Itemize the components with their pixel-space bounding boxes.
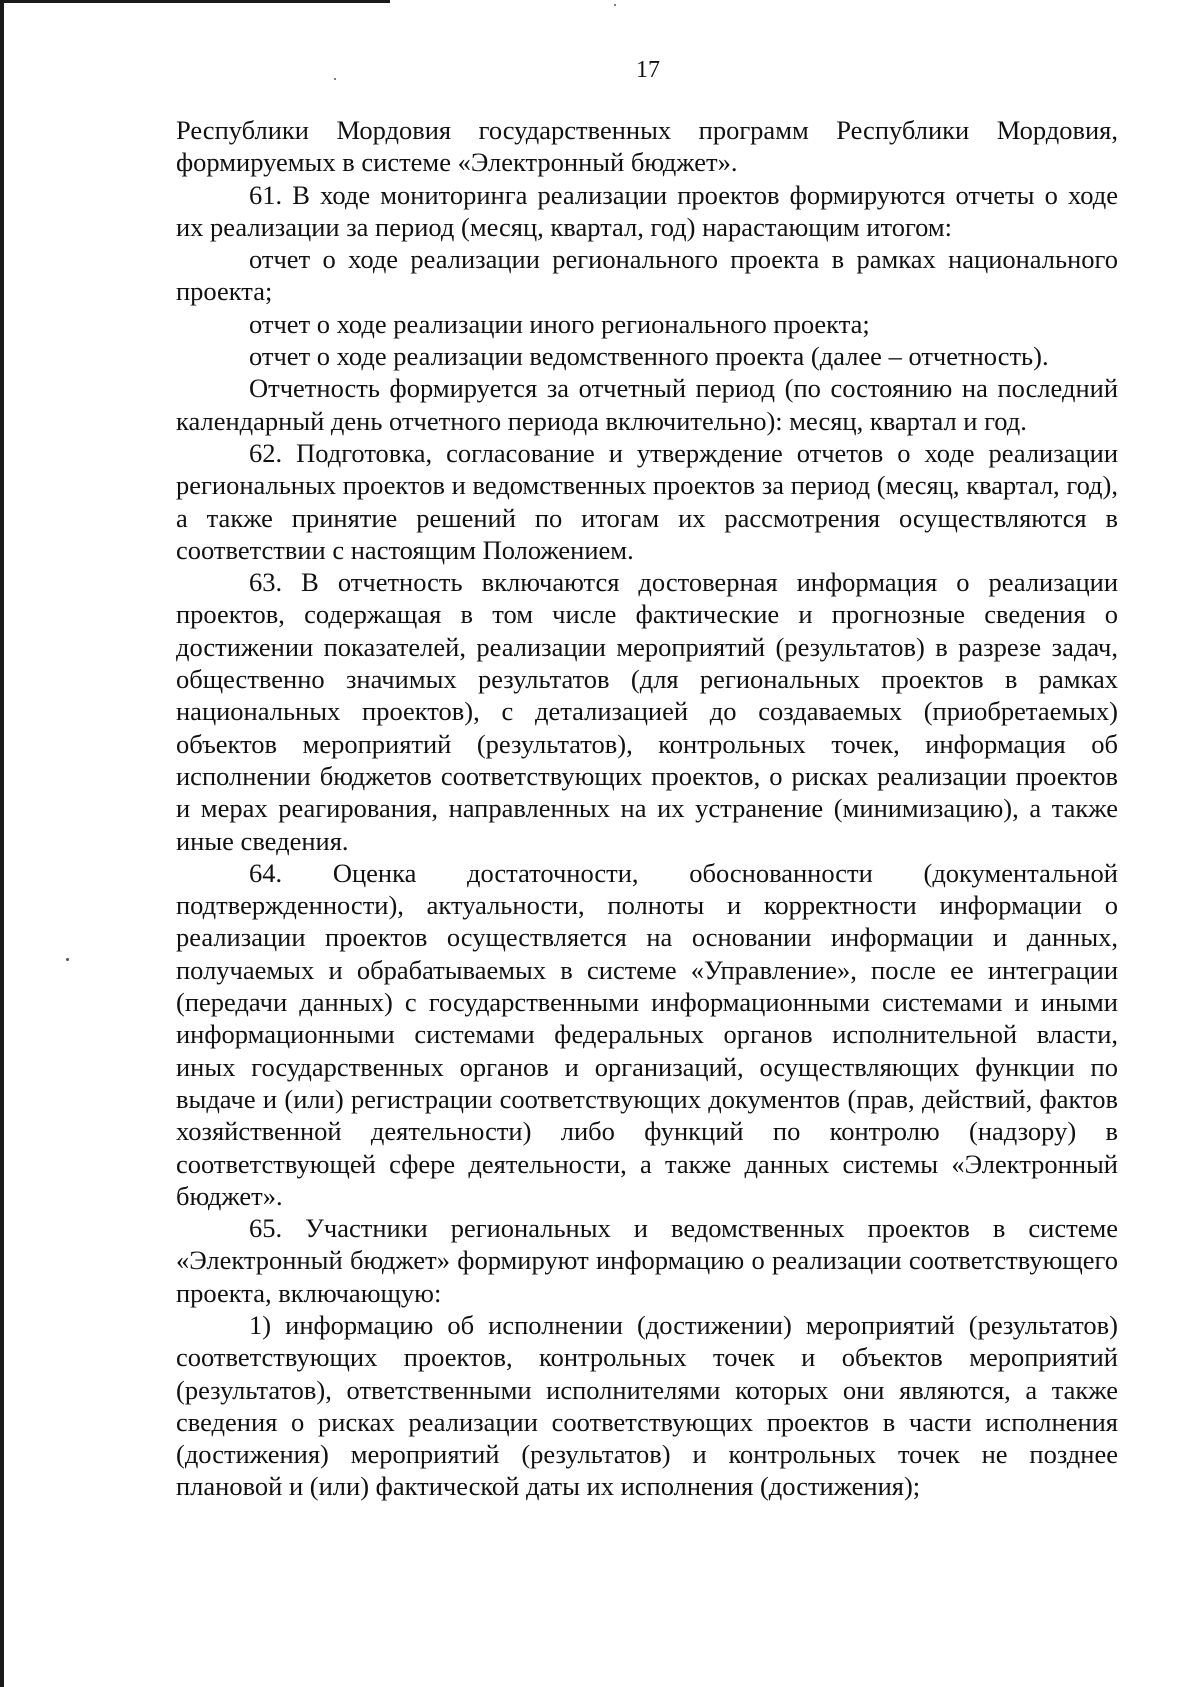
paragraph-report-departmental: отчет о ходе реализации ведомственного проекта (далее – отчетность). <box>249 341 1049 372</box>
paragraph-61: 61. В ходе мониторинга реализации проектов формируются отчеты о ходе их реализации за период (месяц, квартал, год) нарастающим итогом: <box>176 179 1118 242</box>
paragraph-62: 62. Подготовка, согласование и утверждение отчетов о ходе реализации региональных проектов и ведомственных проектов за период (месяц, квартал, год), а также принятие решений по итогам их рассмотрения осуществляются в соответствии с настоящим Положением. <box>176 437 1118 565</box>
paragraph-reporting-period: Отчетность формируется за отчетный период (по состоянию на последний календарный день отчетного периода включительно): месяц, квартал и год. <box>176 373 1118 436</box>
paragraph-report-other-regional: отчет о ходе реализации иного регионального проекта; <box>249 308 870 339</box>
paragraph-65: 65. Участники региональных и ведомственных проектов в системе «Электронный бюджет» формируют информацию о реализации соответствующего проекта, включающую: <box>176 1213 1118 1308</box>
scan-speck <box>66 958 69 961</box>
paragraph-report-regional-national: отчет о ходе реализации регионального проекта в рамках национального проекта; <box>176 244 1118 307</box>
scan-speck <box>614 4 616 6</box>
scan-edge-top <box>0 0 390 3</box>
paragraph-continuation: Республики Мордовия государственных программ Республики Мордовия, формируемых в системе «Электронный бюджет». <box>176 115 1118 178</box>
paragraph-63: 63. В отчетность включаются достоверная информация о реализации проектов, содержащая в том числе фактические и прогнозные сведения о достижении показателей, реализации мероприятий (результатов) в разрезе задач, общественно значимых результатов (для региональных проектов в рамках национальных проектов), с детализацией до создаваемых (приобретаемых) объектов мероприятий (результатов), контрольных точек, информация об исполнении бюджетов соответствующих проектов, о рисках реализации проектов и мерах реагирования, направленных на их устранение (минимизацию), а также иные сведения. <box>176 567 1118 856</box>
scan-edge-left <box>0 0 4 1687</box>
paragraph-64: 64. Оценка достаточности, обоснованности (документальной подтвержденности), актуальности, полноты и корректности информации о реализации проектов осуществляется на основании информации и данных, получаемых и обрабатываемых в системе «Управление», после ее интеграции (передачи данных) с государственными информационными системами и иными информационными системами федеральных органов исполнительной власти, иных государственных органов и организаций, осуществляющих функции по выдаче и (или) регистрации соответствующих документов (прав, действий, фактов хозяйственной деятельности) либо функций по контролю (надзору) в соответствующей сфере деятельности, а также данных системы «Электронный бюджет». <box>176 857 1118 1211</box>
page-number: 17 <box>636 57 660 83</box>
paragraph-65-item-1: 1) информацию об исполнении (достижении) мероприятий (результатов) соответствующих проектов, контрольных точек и объектов мероприятий (результатов), ответственными исполнителями которых они являются, а также сведения о рисках реализации соответствующих проектов в части исполнения (достижения) мероприятий (результатов) и контрольных точек не позднее плановой и (или) фактической даты их исполнения (достижения); <box>176 1309 1118 1502</box>
document-body <box>176 114 1118 1503</box>
